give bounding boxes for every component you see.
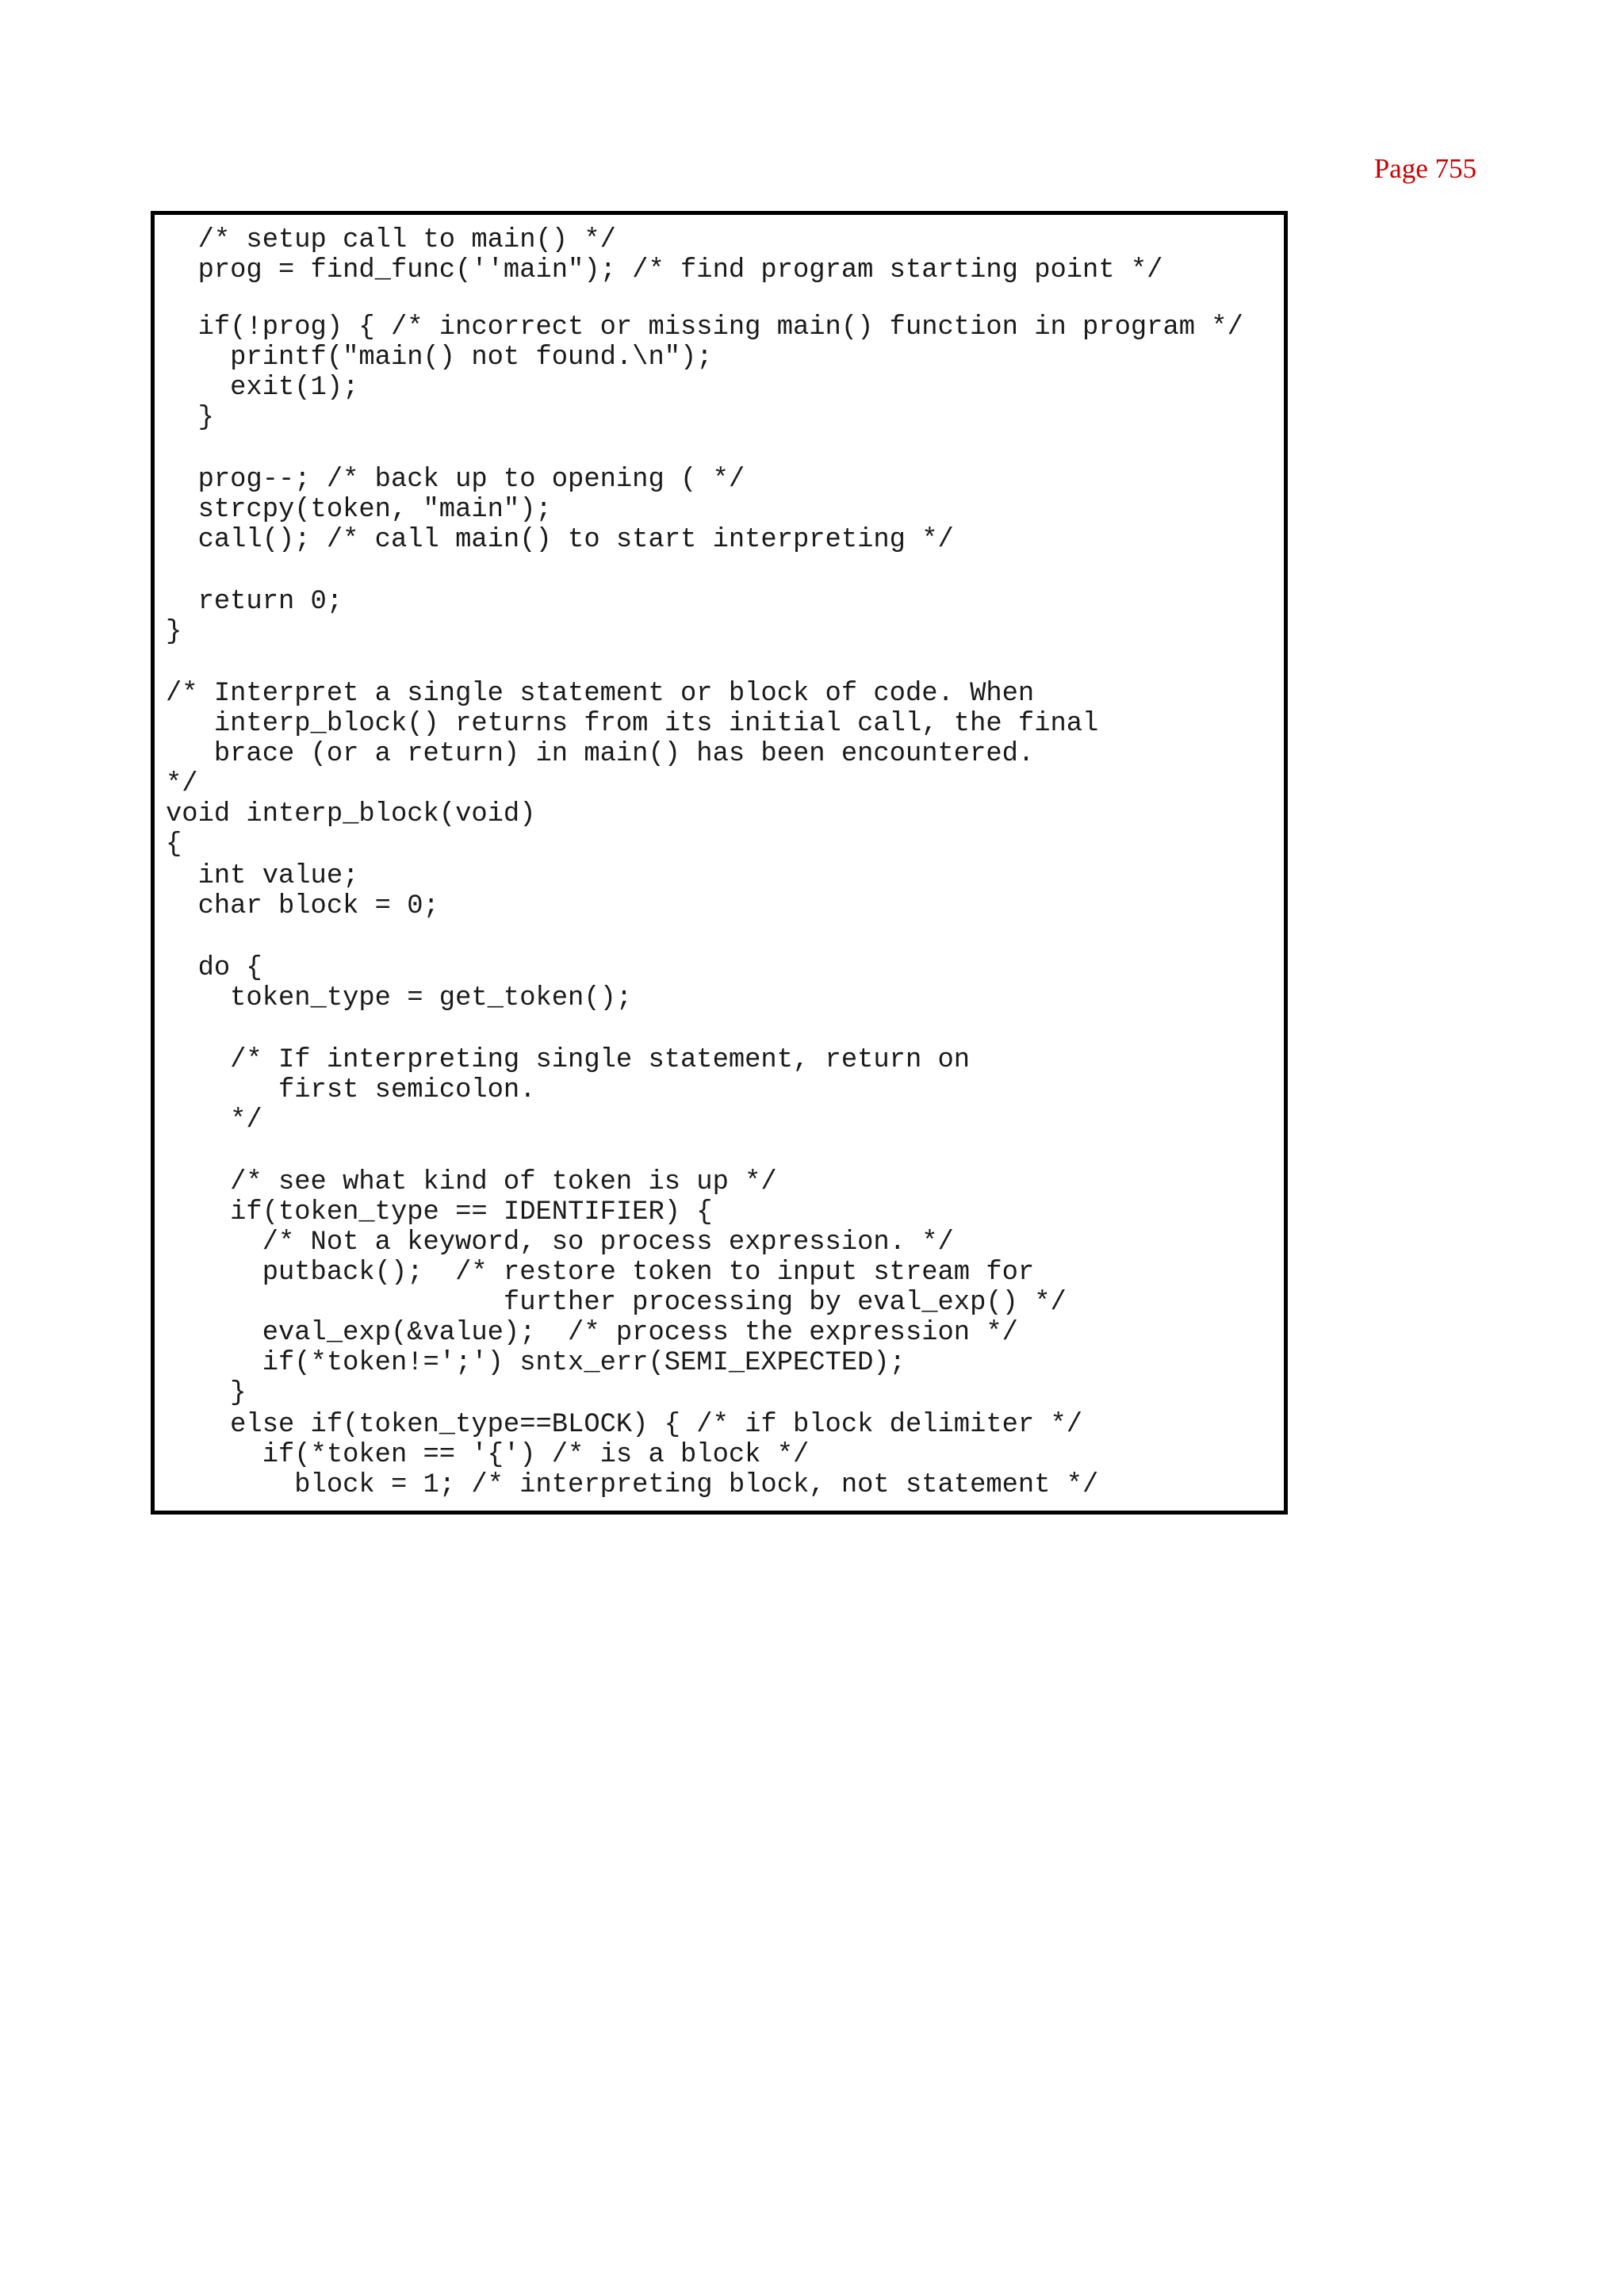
code-line: { xyxy=(166,829,182,860)
page-number: Page 755 xyxy=(1373,153,1477,184)
code-line: char block = 0; xyxy=(166,891,439,921)
code-line: prog--; /* back up to opening ( */ xyxy=(166,465,745,495)
code-line: exit(1); xyxy=(166,373,359,403)
code-line: further processing by eval_exp() */ xyxy=(166,1288,1067,1318)
code-listing xyxy=(166,226,1276,1503)
code-line: */ xyxy=(166,769,198,799)
code-line: putback(); /* restore token to input stream for xyxy=(166,1258,1035,1288)
code-line: void interp_block(void) xyxy=(166,799,536,829)
code-line: do { xyxy=(166,953,262,983)
code-line: } xyxy=(166,1378,247,1408)
code-line: /* setup call to main() */ xyxy=(166,225,616,255)
code-line: /* If interpreting single statement, return on xyxy=(166,1045,971,1075)
code-line: return 0; xyxy=(166,587,343,617)
code-line: int value; xyxy=(166,861,359,891)
code-line: } xyxy=(166,403,214,433)
code-line: call(); /* call main() to start interpreting */ xyxy=(166,525,954,555)
code-line: interp_block() returns from its initial call, the final xyxy=(166,709,1099,739)
code-line: /* Not a keyword, so process expression. */ xyxy=(166,1227,954,1258)
code-line: if(*token == '{') /* is a block */ xyxy=(166,1440,810,1470)
code-line: */ xyxy=(166,1105,262,1136)
code-line: /* Interpret a single statement or block of code. When xyxy=(166,679,1035,709)
code-line: block = 1; /* interpreting block, not statement */ xyxy=(166,1470,1099,1500)
code-listing-frame xyxy=(151,211,1288,1515)
code-line: } xyxy=(166,617,182,647)
code-line: brace (or a return) in main() has been encountered. xyxy=(166,739,1035,769)
code-line: if(!prog) { /* incorrect or missing main() function in program */ xyxy=(166,312,1243,343)
code-line: if(token_type == IDENTIFIER) { xyxy=(166,1197,713,1227)
code-line: strcpy(token, "main"); xyxy=(166,495,552,525)
code-line: eval_exp(&value); /* process the expression */ xyxy=(166,1318,1018,1348)
code-line: if(*token!=';') sntx_err(SEMI_EXPECTED); xyxy=(166,1348,906,1378)
code-line: token_type = get_token(); xyxy=(166,983,633,1013)
code-line: first semicolon. xyxy=(166,1075,536,1105)
code-line: /* see what kind of token is up */ xyxy=(166,1167,777,1197)
code-line: else if(token_type==BLOCK) { /* if block delimiter */ xyxy=(166,1410,1083,1440)
code-line: printf("main() not found.\n"); xyxy=(166,343,713,373)
code-line: prog = find_func(''main"); /* find program starting point */ xyxy=(166,255,1163,285)
